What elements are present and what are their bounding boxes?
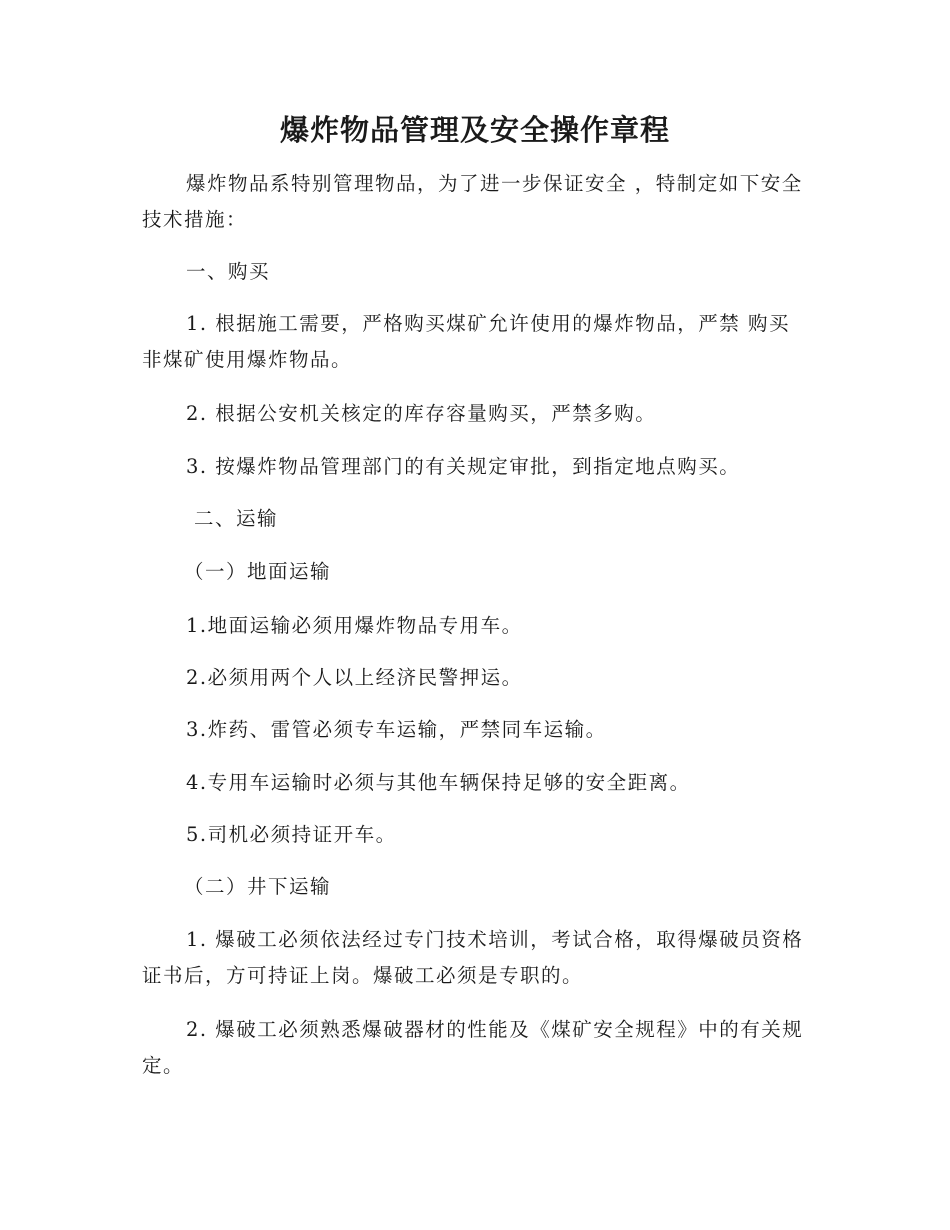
intro-paragraph: 爆炸物品系特别管理物品，为了进一步保证安全 ，特制定如下安全技术措施： (142, 172, 803, 231)
purchase-item-3: 3. 按爆炸物品管理部门的有关规定审批，到指定地点购买。 (186, 455, 741, 478)
surface-item-1: 1.地面运输必须用爆炸物品专用车。 (186, 614, 523, 637)
surface-item-5: 5.司机必须持证开车。 (186, 823, 397, 846)
underground-item-1: 1. 爆破工必须依法经过专门技术培训，考试合格，取得爆破员资格证书后，方可持证上岗。爆破工必须是专职的。 (142, 928, 804, 987)
surface-item-3: 3.炸药、雷管必须专车运输，严禁同车运输。 (186, 718, 607, 741)
section-heading-transport: 二、运输 (194, 507, 279, 530)
subsection-heading-surface: （一）地面运输 (184, 560, 332, 583)
purchase-item-2: 2. 根据公安机关核定的库存容量购买，严禁多购。 (186, 402, 657, 425)
underground-item-2: 2. 爆破工必须熟悉爆破器材的性能及《煤矿安全规程》中的有关规定。 (142, 1018, 804, 1077)
subsection-heading-underground: （二）井下运输 (184, 875, 332, 898)
surface-item-4: 4.专用车运输时必须与其他车辆保持足够的安全距离。 (186, 771, 691, 794)
section-heading-purchase: 一、购买 (186, 260, 271, 283)
document-title: 爆炸物品管理及安全操作章程 (279, 113, 670, 147)
surface-item-2: 2.必须用两个人以上经济民警押运。 (186, 666, 523, 689)
purchase-item-1: 1. 根据施工需要，严格购买煤矿允许使用的爆炸物品，严禁 购买非煤矿使用爆炸物品。 (142, 312, 791, 371)
